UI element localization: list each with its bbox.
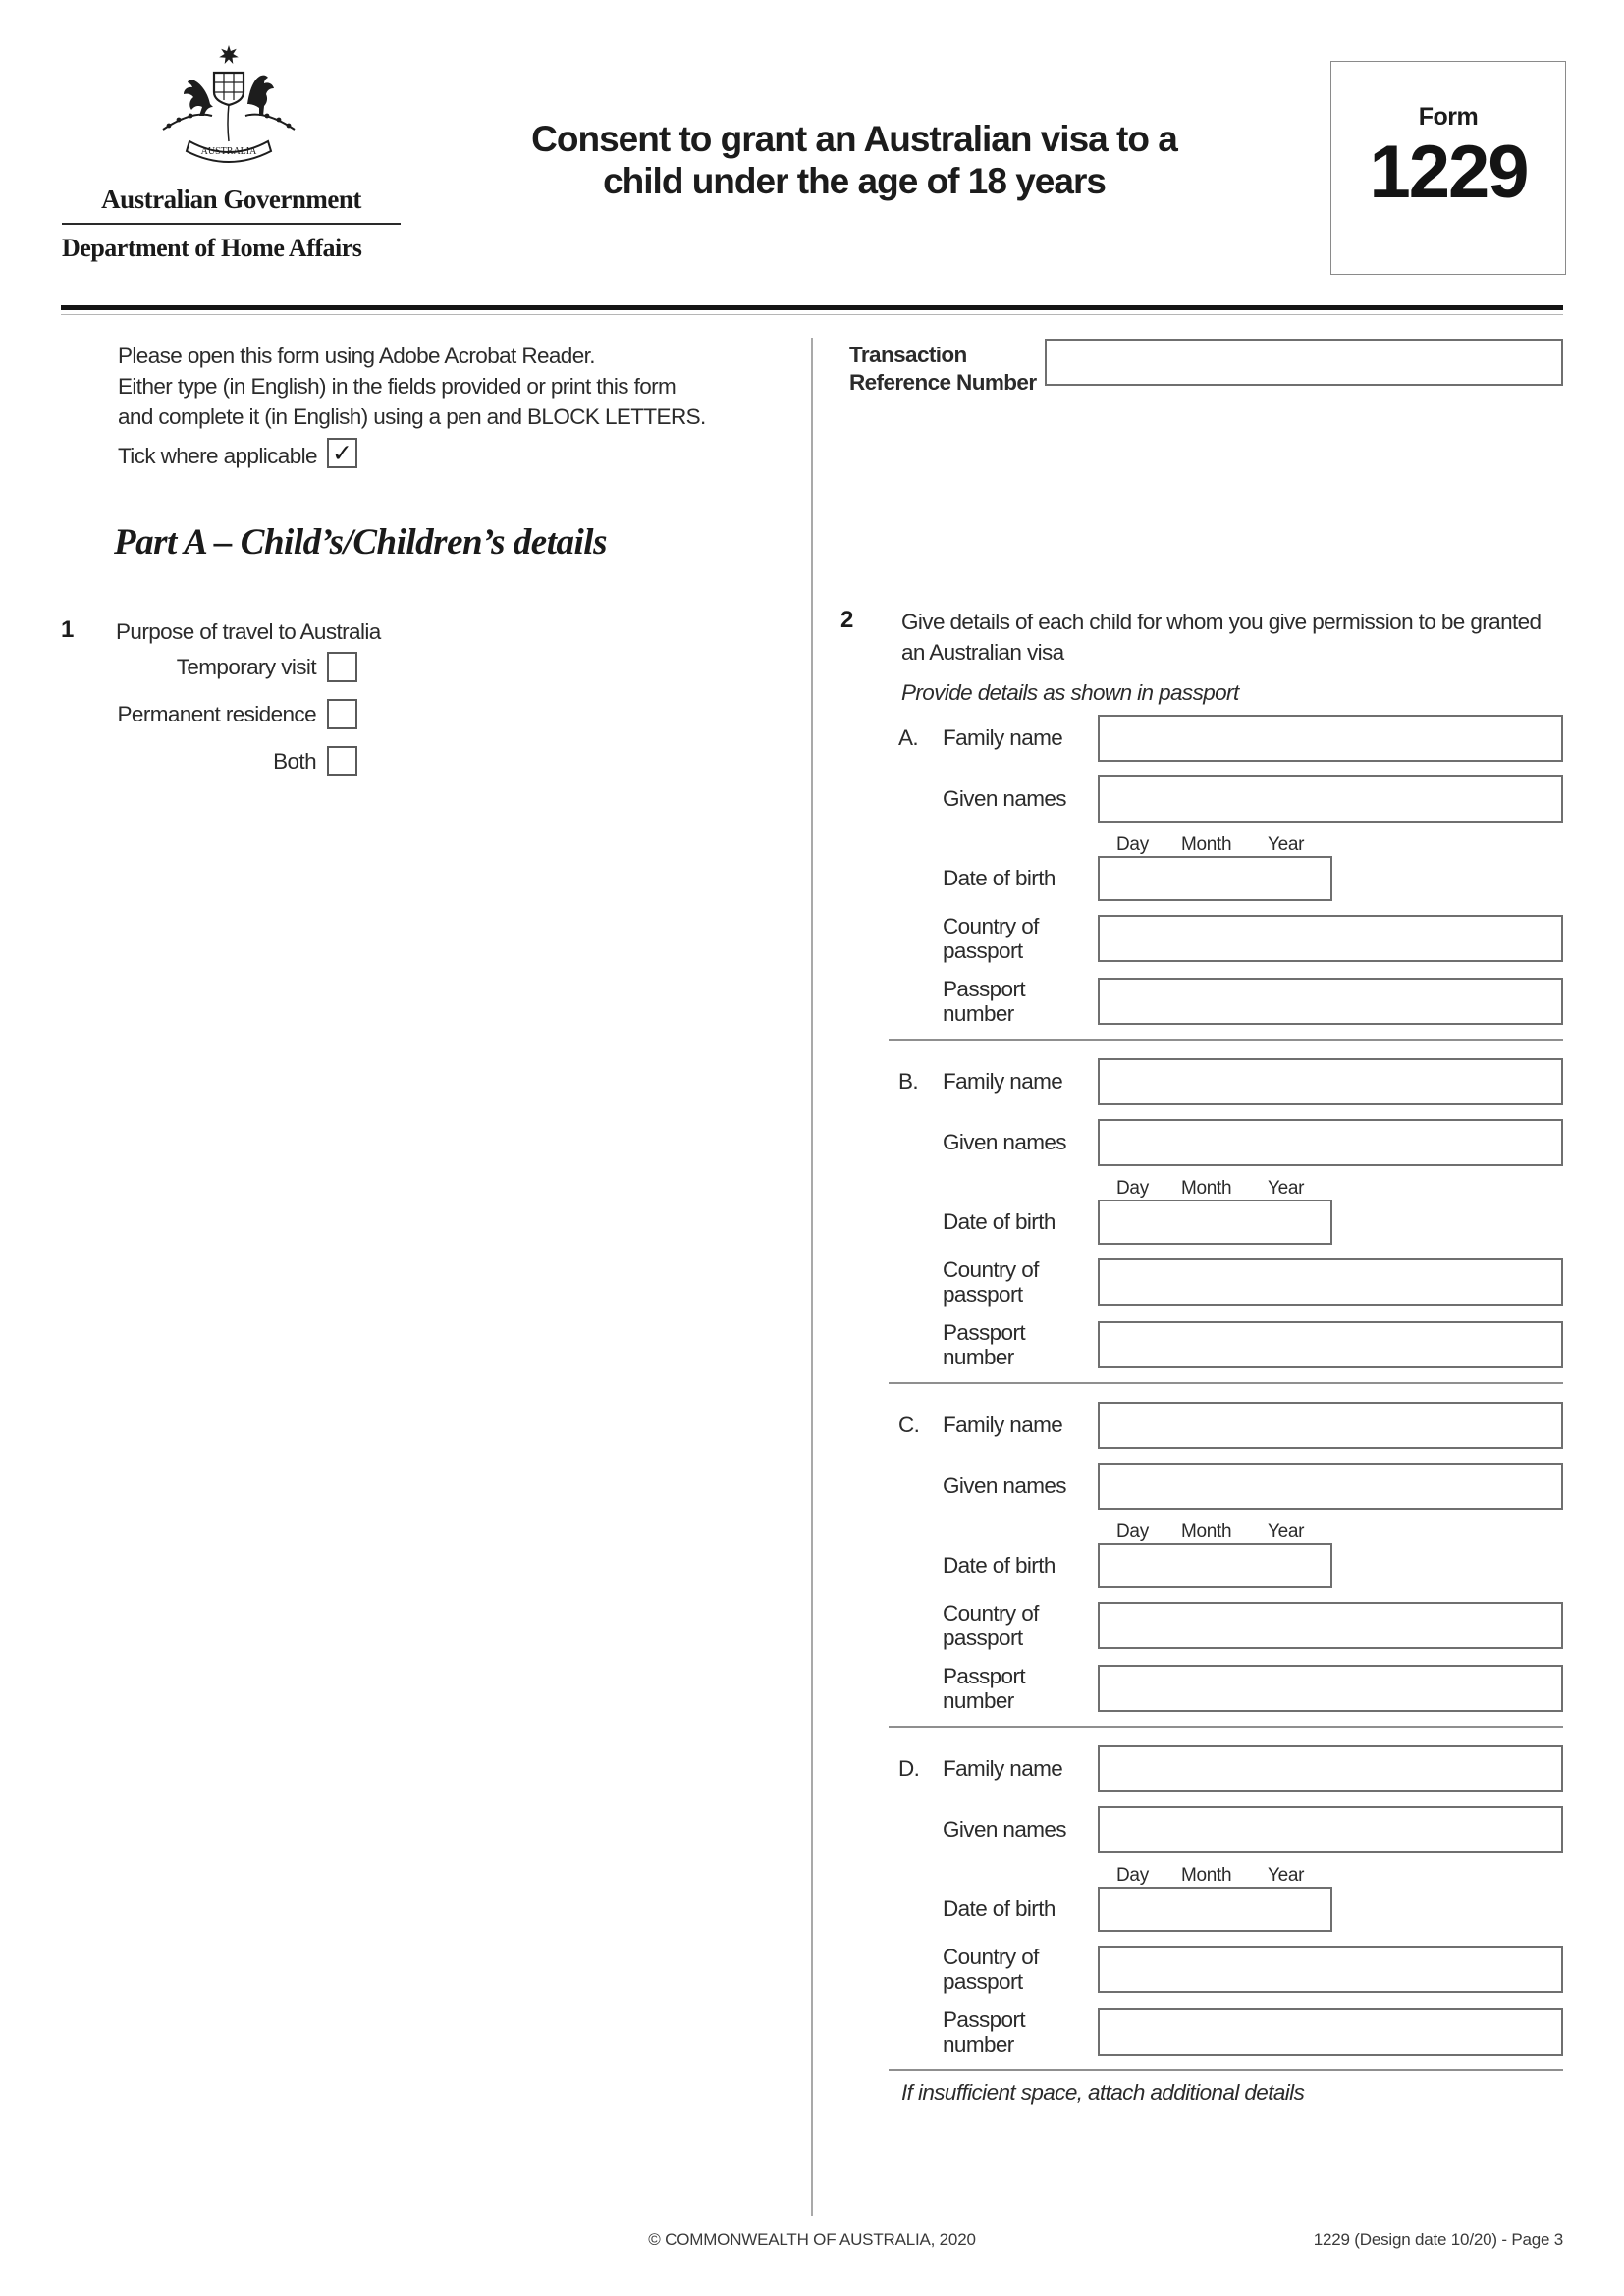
- country-label-line1: Country of: [943, 1601, 1039, 1626]
- country-label-line2: passport: [943, 1282, 1023, 1307]
- section-divider: [889, 1726, 1563, 1728]
- country-label-line2: passport: [943, 1969, 1023, 1994]
- header-rule-shadow: [61, 314, 1563, 315]
- date-of-birth-label: Date of birth: [943, 1209, 1056, 1234]
- passport-number-label: [943, 1665, 1025, 1712]
- instructions: [118, 341, 746, 432]
- day-label: Day: [1116, 1865, 1149, 1886]
- country-of-passport-label: [943, 1946, 1039, 1993]
- footer-copyright: © COMMONWEALTH OF AUSTRALIA, 2020: [648, 2230, 976, 2249]
- passport-label-line2: number: [943, 1001, 1014, 1026]
- year-label: Year: [1268, 1865, 1305, 1886]
- child-letter: D.: [898, 1756, 920, 1781]
- passport-number-label: [943, 1321, 1025, 1368]
- country-label-line1: Country of: [943, 1257, 1039, 1282]
- date-of-birth-label: Date of birth: [943, 866, 1056, 890]
- passport-label-line1: Passport: [943, 1320, 1025, 1345]
- instructions-line3: and complete it (in English) using a pen and BLOCK LETTERS.: [118, 404, 706, 429]
- passport-label-line1: Passport: [943, 2007, 1025, 2032]
- svg-text:AUSTRALIA: AUSTRALIA: [200, 146, 257, 157]
- year-label: Year: [1268, 1522, 1305, 1542]
- given-names-input[interactable]: [1098, 1119, 1563, 1166]
- month-label: Month: [1181, 1865, 1232, 1886]
- question-2-label-line2: an Australian visa: [901, 640, 1064, 665]
- given-names-label: Given names: [943, 1473, 1066, 1498]
- child-section-a: [0, 715, 1624, 1058]
- child-section-c: [0, 1402, 1624, 1745]
- option-temporary-visit-label: Temporary visit: [176, 655, 316, 679]
- agency-underline: [62, 223, 401, 225]
- country-label-line2: passport: [943, 1626, 1023, 1650]
- passport-number-label: [943, 978, 1025, 1025]
- option-both-label: Both: [273, 749, 316, 774]
- passport-number-input[interactable]: [1098, 1665, 1563, 1712]
- family-name-input[interactable]: [1098, 1402, 1563, 1449]
- day-label: Day: [1116, 1522, 1149, 1542]
- passport-label-line1: Passport: [943, 1664, 1025, 1688]
- footer-page-info: 1229 (Design date 10/20) - Page 3: [1313, 2230, 1563, 2249]
- option-temporary-visit-checkbox[interactable]: [327, 652, 357, 682]
- section-divider: [889, 1039, 1563, 1041]
- transaction-reference-number-input[interactable]: [1045, 339, 1563, 386]
- country-label-line1: Country of: [943, 1945, 1039, 1969]
- year-label: Year: [1268, 834, 1305, 855]
- date-of-birth-input[interactable]: [1098, 1200, 1332, 1245]
- month-label: Month: [1181, 834, 1232, 855]
- date-of-birth-input[interactable]: [1098, 1543, 1332, 1588]
- passport-details-note: Provide details as shown in passport: [901, 680, 1239, 705]
- question-2-label: [901, 607, 1569, 667]
- country-of-passport-label: [943, 915, 1039, 962]
- country-of-passport-input[interactable]: [1098, 1946, 1563, 1993]
- option-permanent-residence-label: Permanent residence: [117, 702, 316, 726]
- family-name-label: Family name: [943, 725, 1063, 750]
- family-name-input[interactable]: [1098, 715, 1563, 762]
- form-number: 1229: [1369, 131, 1528, 214]
- family-name-label: Family name: [943, 1756, 1063, 1781]
- year-label: Year: [1268, 1178, 1305, 1199]
- form-title-line1: Consent to grant an Australian visa: [531, 119, 1108, 159]
- child-letter: C.: [898, 1413, 920, 1437]
- given-names-input[interactable]: [1098, 1463, 1563, 1510]
- country-label-line2: passport: [943, 938, 1023, 963]
- agency-name: Australian Government: [101, 185, 361, 214]
- question-1-label: Purpose of travel to Australia: [116, 619, 381, 644]
- form-word: Form: [1418, 103, 1479, 131]
- month-label: Month: [1181, 1178, 1232, 1199]
- date-of-birth-input[interactable]: [1098, 856, 1332, 901]
- country-of-passport-input[interactable]: [1098, 1602, 1563, 1649]
- transaction-reference-number-label: [849, 342, 1036, 397]
- passport-label-line2: number: [943, 2032, 1014, 2056]
- header-rule: [61, 305, 1563, 310]
- child-section-b: [0, 1058, 1624, 1402]
- country-of-passport-input[interactable]: [1098, 1258, 1563, 1306]
- question-1-number: 1: [61, 616, 74, 643]
- passport-label-line1: Passport: [943, 977, 1025, 1001]
- day-label: Day: [1116, 1178, 1149, 1199]
- form-title: [511, 118, 1198, 202]
- day-label: Day: [1116, 834, 1149, 855]
- country-of-passport-label: [943, 1258, 1039, 1306]
- family-name-label: Family name: [943, 1069, 1063, 1094]
- family-name-input[interactable]: [1098, 1745, 1563, 1792]
- section-divider: [889, 1382, 1563, 1384]
- question-2-number: 2: [840, 607, 853, 633]
- date-of-birth-label: Date of birth: [943, 1896, 1056, 1921]
- passport-number-input[interactable]: [1098, 2008, 1563, 2056]
- section-divider: [889, 2069, 1563, 2071]
- given-names-label: Given names: [943, 786, 1066, 811]
- instructions-line2: Either type (in English) in the fields provided or print this form: [118, 374, 677, 399]
- instructions-line1: Please open this form using Adobe Acrobat Reader.: [118, 344, 595, 368]
- insufficient-space-note: If insufficient space, attach additional details: [901, 2080, 1305, 2105]
- passport-number-label: [943, 2008, 1025, 2056]
- country-label-line1: Country of: [943, 914, 1039, 938]
- given-names-input[interactable]: [1098, 775, 1563, 823]
- tick-example-checkbox: ✓: [327, 438, 357, 468]
- child-letter: A.: [898, 725, 919, 750]
- date-of-birth-input[interactable]: [1098, 1887, 1332, 1932]
- child-section-d: [0, 1745, 1624, 2089]
- country-of-passport-label: [943, 1602, 1039, 1649]
- date-of-birth-label: Date of birth: [943, 1553, 1056, 1577]
- form-title-line2: to a child under the age of 18 years: [603, 119, 1177, 201]
- trn-label-line2: Reference Number: [849, 370, 1037, 395]
- form-number-box: [1330, 61, 1566, 275]
- australian-coat-of-arms-icon: [145, 43, 312, 181]
- country-of-passport-input[interactable]: [1098, 915, 1563, 962]
- passport-label-line2: number: [943, 1688, 1014, 1713]
- question-2-label-line1: Give details of each child for whom you give permission to be granted: [901, 610, 1542, 634]
- part-a-heading: Part A – Child’s/Children’s details: [114, 522, 607, 562]
- given-names-label: Given names: [943, 1817, 1066, 1842]
- passport-label-line2: number: [943, 1345, 1014, 1369]
- passport-number-input[interactable]: [1098, 1321, 1563, 1368]
- month-label: Month: [1181, 1522, 1232, 1542]
- family-name-input[interactable]: [1098, 1058, 1563, 1105]
- passport-number-input[interactable]: [1098, 978, 1563, 1025]
- given-names-input[interactable]: [1098, 1806, 1563, 1853]
- given-names-label: Given names: [943, 1130, 1066, 1154]
- trn-label-line1: Transaction: [849, 343, 967, 367]
- department-name: Department of Home Affairs: [62, 234, 362, 262]
- family-name-label: Family name: [943, 1413, 1063, 1437]
- tick-where-applicable-label: Tick where applicable: [118, 444, 317, 468]
- child-letter: B.: [898, 1069, 919, 1094]
